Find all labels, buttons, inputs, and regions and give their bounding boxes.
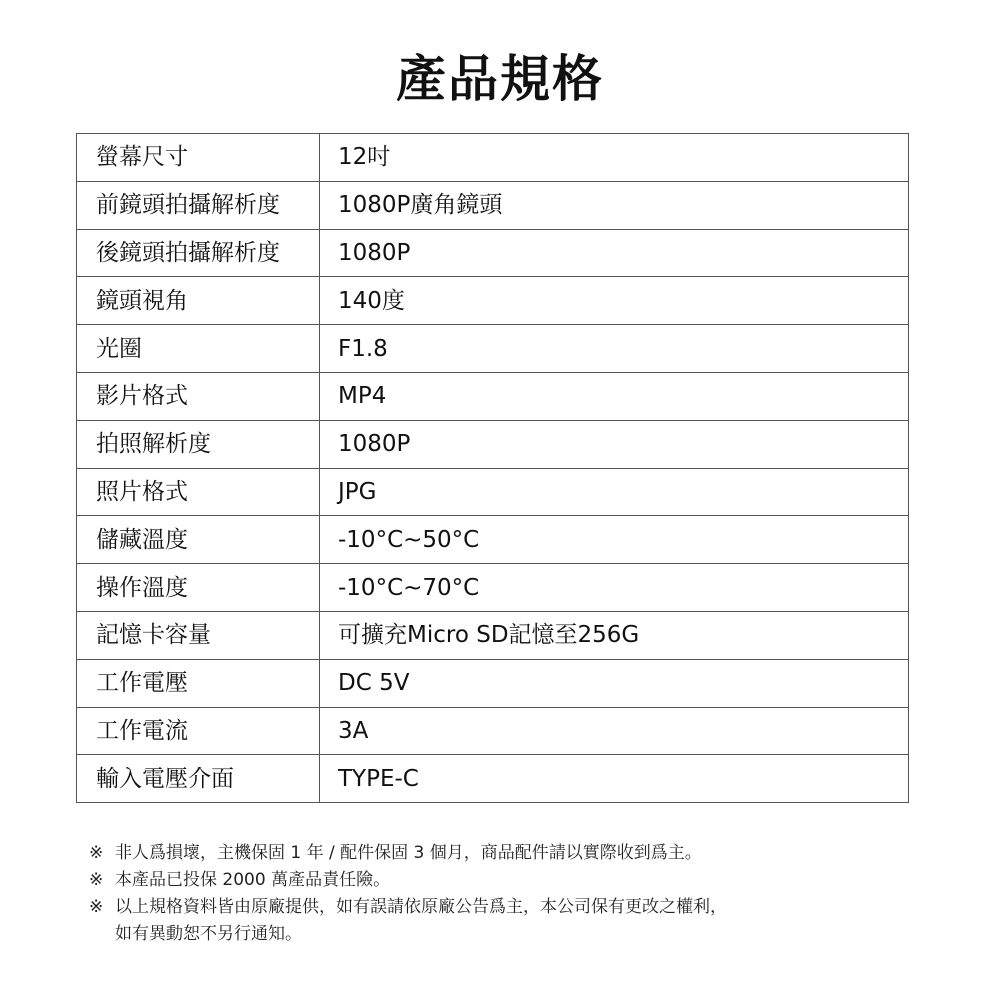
note-line: 以上規格資料皆由原廠提供，如有誤請依原廠公告爲主，本公司保有更改之權利， (115, 897, 727, 917)
spec-value: -10°C~70°C (320, 564, 909, 612)
spec-value: F1.8 (320, 325, 909, 373)
spec-value: 1080P (320, 229, 909, 277)
spec-row (77, 611, 909, 659)
note-text (115, 867, 390, 894)
spec-label: 工作電壓 (77, 659, 320, 707)
spec-label: 照片格式 (77, 468, 320, 516)
spec-row (77, 372, 909, 420)
spec-row (77, 659, 909, 707)
note-item (89, 840, 929, 867)
spec-row (77, 755, 909, 803)
spec-row (77, 564, 909, 612)
note-line: 本產品已投保 2000 萬產品責任險。 (115, 870, 391, 890)
note-mark: ※ (89, 843, 104, 863)
note-mark: ※ (89, 870, 104, 890)
note-line: 如有異動恕不另行通知。 (115, 924, 302, 944)
spec-label: 後鏡頭拍攝解析度 (77, 229, 320, 277)
page-title: 產品規格 (396, 50, 604, 108)
spec-row (77, 468, 909, 516)
spec-table (76, 133, 909, 803)
spec-row (77, 325, 909, 373)
spec-value: JPG (320, 468, 909, 516)
spec-label: 工作電流 (77, 707, 320, 755)
spec-value: 1080P廣角鏡頭 (320, 181, 909, 229)
spec-value: MP4 (320, 372, 909, 420)
spec-value: 12吋 (320, 134, 909, 182)
spec-row (77, 516, 909, 564)
spec-label: 拍照解析度 (77, 420, 320, 468)
notes-section (89, 840, 929, 948)
note-text (115, 894, 727, 948)
spec-row (77, 707, 909, 755)
note-item (89, 867, 929, 894)
spec-label: 鏡頭視角 (77, 277, 320, 325)
note-mark: ※ (89, 897, 104, 917)
spec-value: 140度 (320, 277, 909, 325)
note-line: 非人爲損壞，主機保固 1 年 / 配件保固 3 個月，商品配件請以實際收到爲主。 (115, 843, 702, 863)
spec-row (77, 134, 909, 182)
spec-label: 螢幕尺寸 (77, 134, 320, 182)
spec-value: 3A (320, 707, 909, 755)
spec-table-body (77, 134, 909, 803)
spec-row (77, 229, 909, 277)
spec-value: 1080P (320, 420, 909, 468)
spec-label: 操作溫度 (77, 564, 320, 612)
spec-row (77, 277, 909, 325)
spec-value: 可擴充Micro SD記憶至256G (320, 611, 909, 659)
note-text (115, 840, 702, 867)
spec-row (77, 181, 909, 229)
spec-label: 記憶卡容量 (77, 611, 320, 659)
spec-label: 儲藏溫度 (77, 516, 320, 564)
spec-value: DC 5V (320, 659, 909, 707)
spec-label: 影片格式 (77, 372, 320, 420)
spec-value: TYPE-C (320, 755, 909, 803)
spec-row (77, 420, 909, 468)
spec-label: 輸入電壓介面 (77, 755, 320, 803)
note-item (89, 894, 929, 948)
spec-value: -10°C~50°C (320, 516, 909, 564)
spec-label: 光圈 (77, 325, 320, 373)
spec-label: 前鏡頭拍攝解析度 (77, 181, 320, 229)
